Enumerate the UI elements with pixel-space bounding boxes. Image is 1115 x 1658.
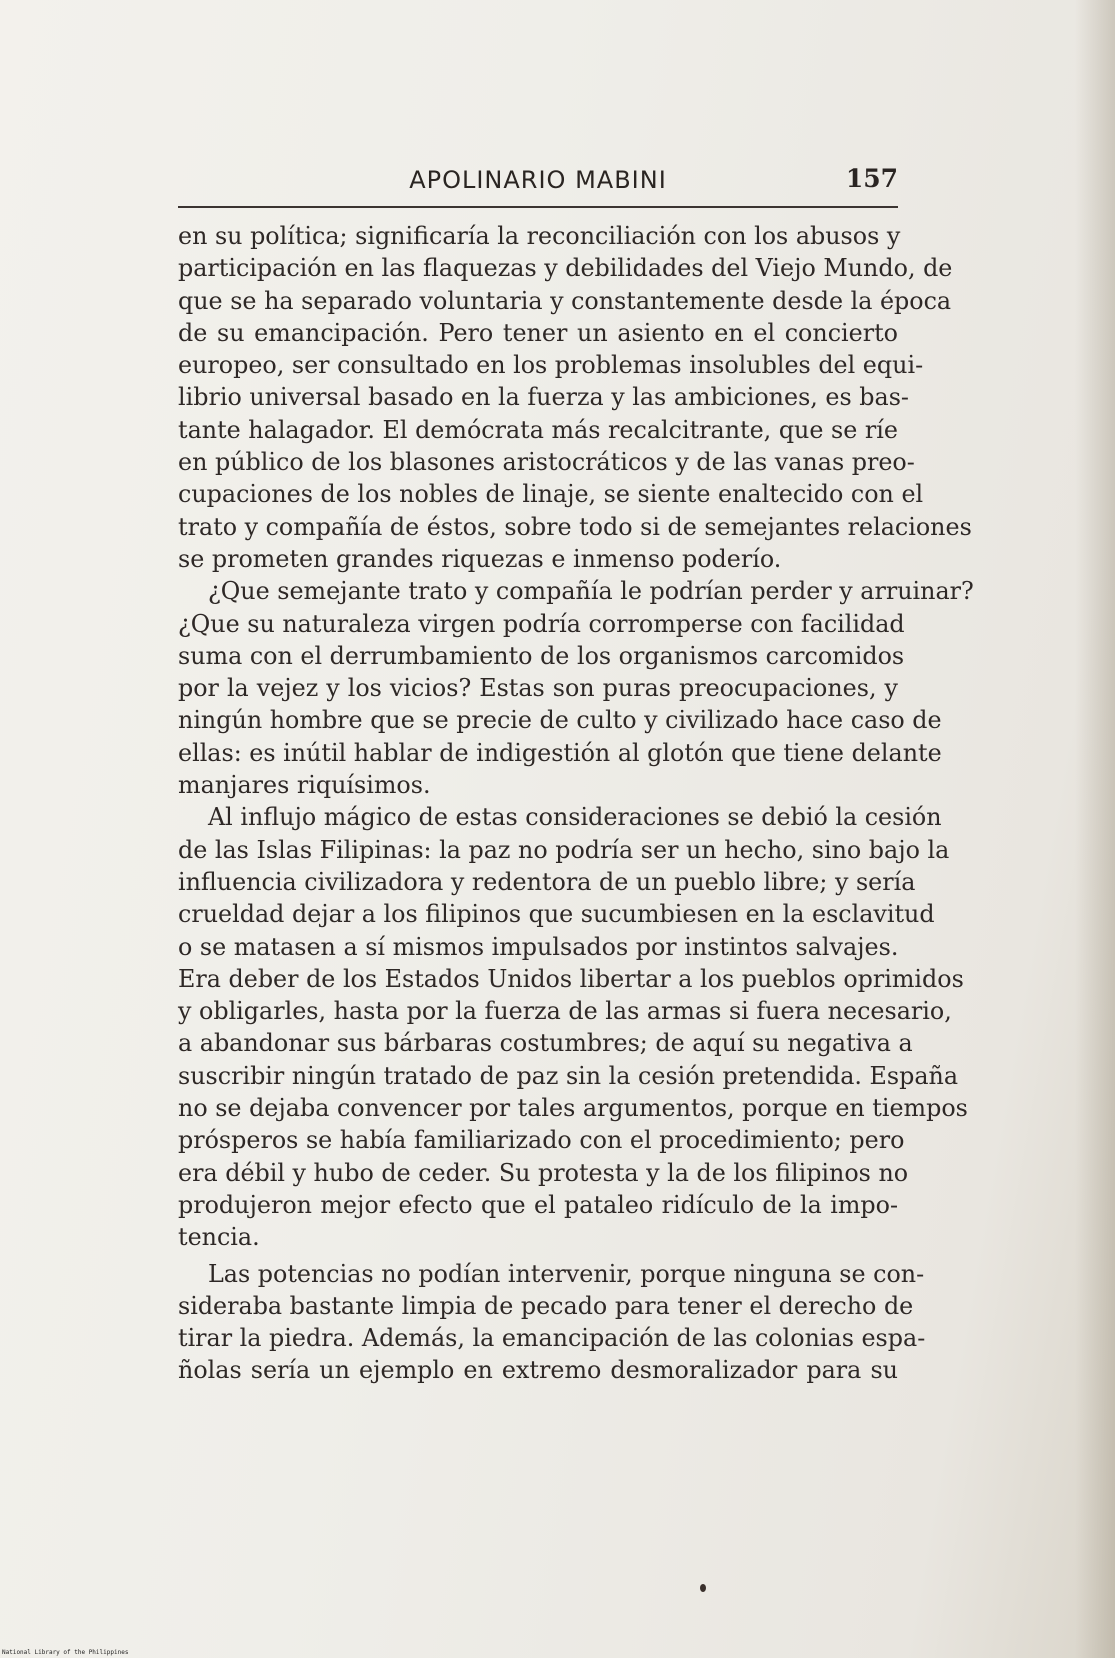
paragraph xyxy=(178,1258,926,1387)
page-edge-shadow xyxy=(1075,0,1115,1658)
text-line: ñolas sería un ejemplo en extremo desmoralizador para su xyxy=(178,1356,898,1385)
paragraph xyxy=(178,801,968,1253)
text-line: en su política; significaría la reconciliación con los abusos y xyxy=(178,222,901,250)
text-line: ningún hombre que se precie de culto y civilizado hace caso de xyxy=(178,706,942,735)
text-line: produjeron mejor efecto que el pataleo ridículo de la impo- xyxy=(178,1190,898,1219)
text-line: suscribir ningún tratado de paz sin la cesión pretendida. España xyxy=(178,1061,959,1090)
text-line: tante halagador. El demócrata más recalcitrante, que se ríe xyxy=(178,415,898,444)
running-title: APOLINARIO MABINI xyxy=(409,166,667,194)
text-line: no se dejaba convencer por tales argumentos, porque en tiempos xyxy=(178,1094,968,1123)
text-line: ¿Que su naturaleza virgen podría corromperse con facilidad xyxy=(178,609,905,638)
text-line: de las Islas Filipinas: la paz no podría ser un hecho, sino bajo la xyxy=(178,835,950,864)
text-line: en público de los blasones aristocráticos y de las vanas preo- xyxy=(178,448,915,477)
text-line: trato y compañía de éstos, sobre todo si de semejantes relaciones xyxy=(178,512,972,541)
text-line: de su emancipación. Pero tener un asiento en el concierto xyxy=(178,318,898,347)
text-line: tencia. xyxy=(178,1223,260,1252)
text-line: y obligarles, hasta por la fuerza de las armas si fuera necesario, xyxy=(178,997,952,1026)
text-line: crueldad dejar a los filipinos que sucumbiesen en la esclavitud xyxy=(178,900,935,929)
text-line: librio universal basado en la fuerza y las ambiciones, es bas- xyxy=(178,383,909,412)
text-line: cupaciones de los nobles de linaje, se siente enaltecido con el xyxy=(178,480,924,509)
text-line: tirar la piedra. Además, la emancipación de las colonias espa- xyxy=(178,1324,926,1353)
text-line: que se ha separado voluntaria y constantemente desde la época xyxy=(178,286,952,315)
text-line: suma con el derrumbamiento de los organismos carcomidos xyxy=(178,641,905,670)
text-line: prósperos se había familiarizado con el procedimiento; pero xyxy=(178,1126,905,1155)
text-line: sideraba bastante limpia de pecado para tener el derecho de xyxy=(178,1291,914,1320)
text-line: a abandonar sus bárbaras costumbres; de aquí su negativa a xyxy=(178,1029,913,1058)
text-line: era débil y hubo de ceder. Su protesta y la de los filipinos no xyxy=(178,1158,909,1187)
paragraph xyxy=(178,220,972,575)
text-line: ¿Que semejante trato y compañía le podrían perder y arruinar? xyxy=(208,577,974,606)
text-line: por la vejez y los vicios? Estas son puras preocupaciones, y xyxy=(178,674,898,703)
page-number: 157 xyxy=(845,164,898,193)
text-line: se prometen grandes riquezas e inmenso poderío. xyxy=(178,544,782,573)
text-line: participación en las flaquezas y debilidades del Viejo Mundo, de xyxy=(178,254,953,283)
running-head xyxy=(178,160,898,200)
text-line: ellas: es inútil hablar de indigestión al glotón que tiene delante xyxy=(178,738,942,767)
ink-speck xyxy=(700,1584,706,1592)
header-rule xyxy=(178,206,898,208)
text-line: Las potencias no podían intervenir, porque ninguna se con- xyxy=(208,1259,925,1288)
paragraph xyxy=(178,575,974,801)
text-line: Al influjo mágico de estas consideraciones se debió la cesión xyxy=(208,803,942,832)
text-line: Era deber de los Estados Unidos libertar a los pueblos oprimidos xyxy=(178,964,964,993)
body-text xyxy=(178,220,974,1387)
text-line: manjares riquísimos. xyxy=(178,771,431,800)
text-line: o se matasen a sí mismos impulsados por instintos salvajes. xyxy=(178,932,899,961)
text-line: europeo, ser consultado en los problemas insolubles del equi- xyxy=(178,351,924,380)
library-credit: National Library of the Philippines xyxy=(2,1649,129,1656)
text-line: influencia civilizadora y redentora de un pueblo libre; y sería xyxy=(178,867,916,896)
